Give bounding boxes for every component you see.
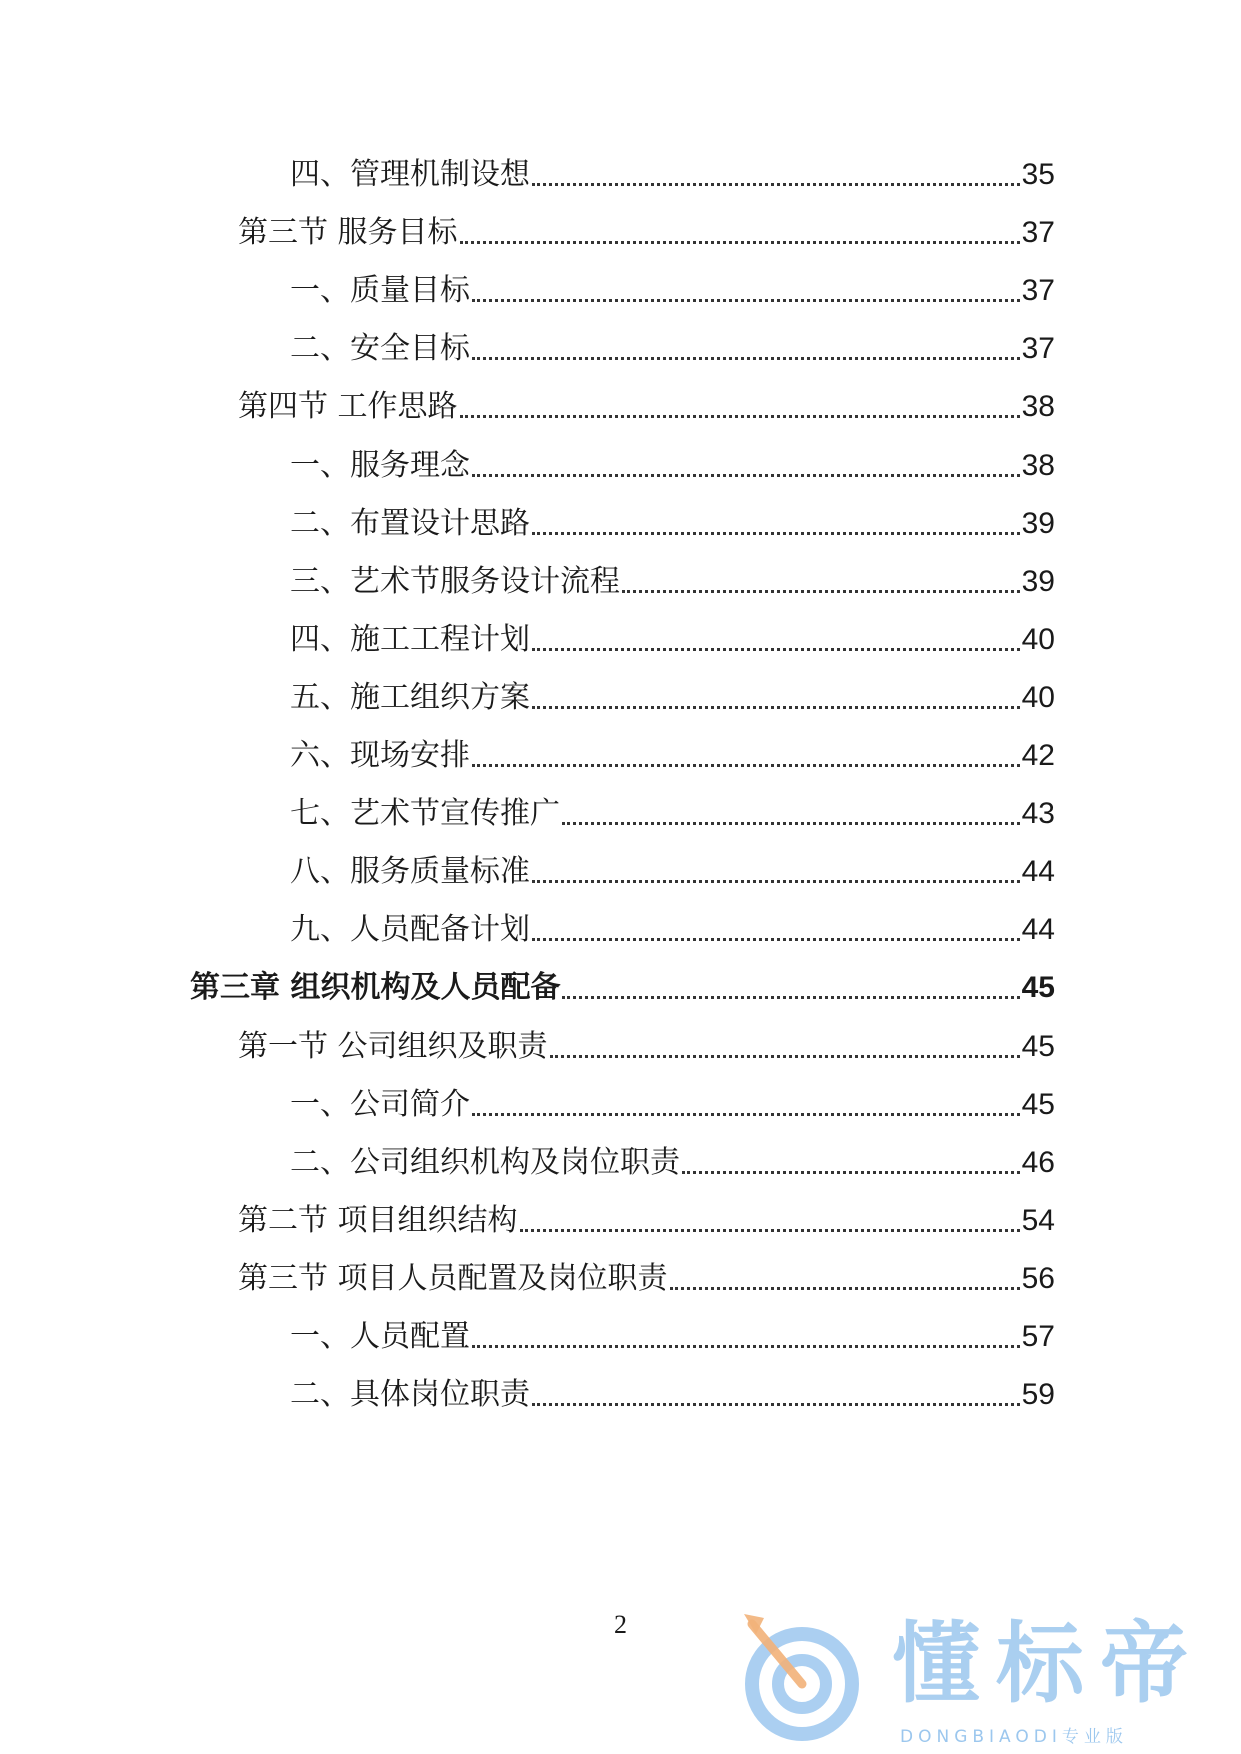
toc-entry-label: 七、艺术节宣传推广 [290,796,560,831]
toc-dot-leader [532,938,1020,941]
toc-entry-page-number: 37 [1021,216,1055,249]
toc-entry-label: 第三章 组织机构及人员配备 [190,970,561,1005]
toc-entry-page-number: 54 [1021,1204,1055,1237]
toc-entry-page-number: 40 [1021,623,1055,656]
toc-entry-page-number: 40 [1021,681,1055,714]
toc-entry-label: 二、布置设计思路 [290,506,530,541]
toc-dot-leader [532,532,1020,535]
toc-dot-leader [532,183,1020,186]
toc-entry-label: 四、施工工程计划 [290,622,530,657]
toc-dot-leader [550,1055,1020,1058]
toc-entry-page-number: 45 [1021,1088,1055,1121]
toc-subsection-entry[interactable] [290,852,1055,892]
watermark-title: 懂标帝 [892,1612,1205,1715]
page-number: 2 [614,1610,627,1639]
toc-subsection-entry[interactable] [290,678,1055,718]
toc-entry-label: 一、公司简介 [290,1087,470,1122]
toc-dot-leader [562,996,1019,999]
toc-chapter-entry[interactable] [190,968,1055,1008]
toc-entry-label: 四、管理机制设想 [290,157,530,192]
toc-subsection-entry[interactable] [290,794,1055,834]
toc-section-entry[interactable] [238,213,1055,253]
toc-subsection-entry[interactable] [290,271,1055,311]
toc-dot-leader [472,1113,1020,1116]
toc-entry-label: 第三节 项目人员配置及岗位职责 [238,1261,668,1296]
toc-entry-page-number: 56 [1021,1262,1055,1295]
toc-subsection-entry[interactable] [290,155,1055,195]
watermark [740,1600,1220,1750]
toc-subsection-entry[interactable] [290,620,1055,660]
toc-section-entry[interactable] [238,1027,1055,1067]
toc-dot-leader [472,357,1020,360]
toc-entry-page-number: 57 [1021,1320,1055,1353]
toc-entry-label: 一、人员配置 [290,1319,470,1354]
toc-entry-page-number: 38 [1021,390,1055,423]
toc-entry-page-number: 42 [1021,739,1055,772]
toc-subsection-entry[interactable] [290,504,1055,544]
toc-dot-leader [532,648,1020,651]
toc-dot-leader [472,299,1020,302]
toc-entry-page-number: 37 [1021,274,1055,307]
toc-dot-leader [460,415,1020,418]
toc-entry-label: 第一节 公司组织及职责 [238,1029,548,1064]
toc-dot-leader [472,474,1020,477]
toc-subsection-entry[interactable] [290,329,1055,369]
toc-subsection-entry[interactable] [290,446,1055,486]
toc-subsection-entry[interactable] [290,736,1055,776]
toc-dot-leader [520,1229,1020,1232]
toc-entry-page-number: 46 [1021,1146,1055,1179]
toc-subsection-entry[interactable] [290,1085,1055,1125]
watermark-subtitle: DONGBIAODI专业版 [900,1727,1128,1747]
toc-entry-label: 一、质量目标 [290,273,470,308]
toc-section-entry[interactable] [238,1259,1055,1299]
toc-entry-page-number: 59 [1021,1378,1055,1411]
target-logo-icon [740,1600,870,1750]
toc-entry-page-number: 35 [1021,158,1055,191]
toc-entry-page-number: 38 [1021,449,1055,482]
toc-entry-label: 二、具体岗位职责 [290,1377,530,1412]
toc-dot-leader [670,1287,1020,1290]
toc-dot-leader [532,706,1020,709]
toc-entry-label: 一、服务理念 [290,448,470,483]
toc-entry-page-number: 39 [1021,565,1055,598]
toc-entry-page-number: 37 [1021,332,1055,365]
toc-dot-leader [562,822,1020,825]
toc-entry-label: 第二节 项目组织结构 [238,1203,518,1238]
toc-dot-leader [472,1345,1020,1348]
toc-subsection-entry[interactable] [290,910,1055,950]
toc-entry-page-number: 45 [1021,971,1055,1004]
toc-subsection-entry[interactable] [290,1317,1055,1357]
toc-dot-leader [682,1171,1020,1174]
toc-entry-label: 第四节 工作思路 [238,389,458,424]
toc-entry-label: 第三节 服务目标 [238,215,458,250]
toc-entry-label: 八、服务质量标准 [290,854,530,889]
toc-section-entry[interactable] [238,387,1055,427]
toc-entry-page-number: 43 [1021,797,1055,830]
toc-dot-leader [532,880,1020,883]
toc-subsection-entry[interactable] [290,1375,1055,1415]
toc-entry-label: 三、艺术节服务设计流程 [290,564,620,599]
toc-entry-page-number: 44 [1021,855,1055,888]
toc-entry-label: 九、人员配备计划 [290,912,530,947]
toc-entry-label: 六、现场安排 [290,738,470,773]
toc-subsection-entry[interactable] [290,562,1055,602]
toc-subsection-entry[interactable] [290,1143,1055,1183]
toc-entry-label: 二、安全目标 [290,331,470,366]
toc-dot-leader [622,590,1020,593]
toc-entry-label: 二、公司组织机构及岗位职责 [290,1145,680,1180]
toc-dot-leader [472,764,1020,767]
toc-section-entry[interactable] [238,1201,1055,1241]
toc-entry-page-number: 39 [1021,507,1055,540]
toc-dot-leader [532,1403,1020,1406]
toc-entry-label: 五、施工组织方案 [290,680,530,715]
toc-entry-page-number: 44 [1021,913,1055,946]
toc-entry-page-number: 45 [1021,1030,1055,1063]
toc-dot-leader [460,241,1020,244]
